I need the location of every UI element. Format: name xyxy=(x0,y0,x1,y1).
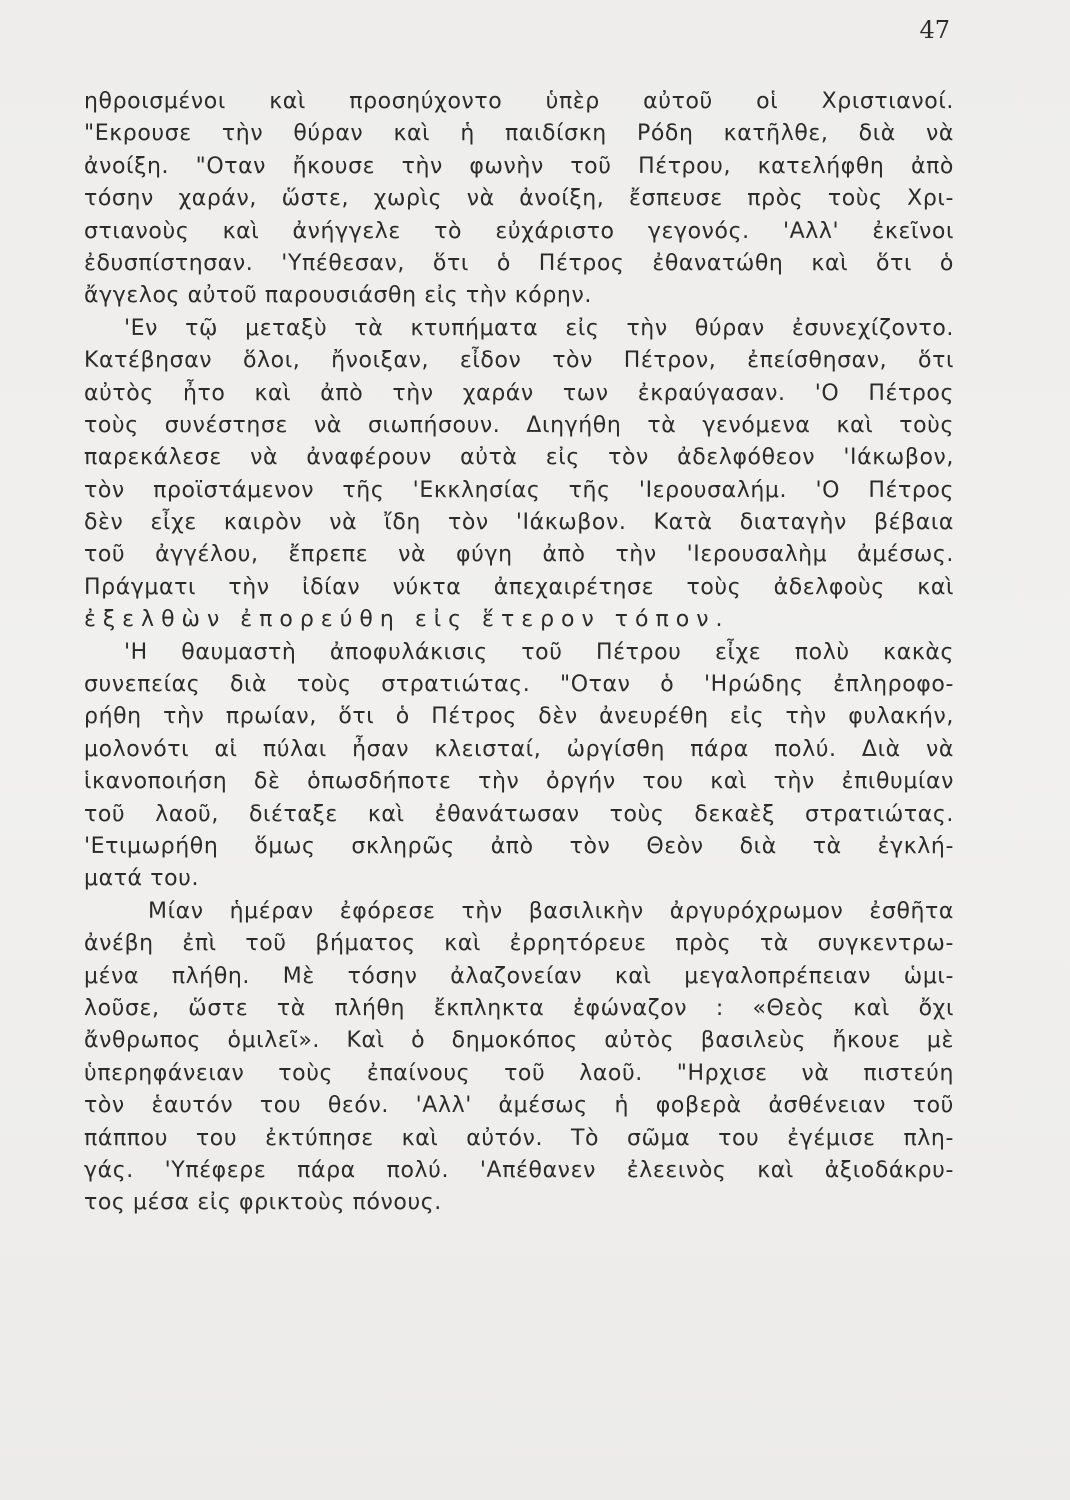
text-line: ηθροισμένοι καὶ προσηύχοντο ὑπὲρ αὐτοῦ οἱ Χριστιανοί. xyxy=(84,89,954,114)
text-line: ματά του. xyxy=(84,866,200,892)
text-line: τόσην χαράν, ὥστε, χωρὶς νὰ ἀνοίξη, ἔσπευσε πρὸς τοὺς Χρι- xyxy=(84,186,954,212)
text-line: πάππου του ἐκτύπησε καὶ αὐτόν. Τὸ σῶμα του ἐγέμισε πλη- xyxy=(84,1125,954,1151)
text-line: ἄγγελος αὐτοῦ παρουσιάσθη εἰς τὴν κόρην. xyxy=(84,283,592,309)
text-line: "Εκρουσε τὴν θύραν καὶ ἡ παιδίσκη Ρόδη κατῆλθε, διὰ νὰ xyxy=(84,121,954,147)
text-line: γάς. 'Υπέφερε πάρα πολύ. 'Απέθανεν ἐλεεινὸς καὶ ἀξιοδάκρυ- xyxy=(84,1157,954,1183)
text-line: τος μέσα εἰς φρικτοὺς πόνους. xyxy=(84,1190,442,1216)
text-line: τοὺς συνέστησε νὰ σιωπήσουν. Διηγήθη τὰ γενόμενα καὶ τοὺς xyxy=(84,412,954,438)
text-line: ἄνθρωπος ὁμιλεῖ». Καὶ ὁ δημοκόπος αὐτὸς βασιλεὺς ἤκουε μὲ xyxy=(84,1028,954,1054)
text-line: αὐτὸς ἦτο καὶ ἀπὸ τὴν χαράν των ἐκραύγασαν. 'Ο Πέτρος xyxy=(84,380,954,406)
paragraph-start: 'Η θαυμαστὴ ἀποφυλάκισις τοῦ Πέτρου εἶχε πολὺ κακὰς xyxy=(124,639,954,665)
text-line: ρήθη τὴν πρωίαν, ὅτι ὁ Πέτρος δὲν ἀνευρέθη εἰς τὴν φυλακήν, xyxy=(84,704,954,730)
text-line: δὲν εἶχε καιρὸν νὰ ἴδη τὸν 'Ιάκωβον. Κατὰ διαταγὴν βέβαια xyxy=(84,510,954,536)
text-line: ἀνοίξη. "Οταν ἤκουσε τὴν φωνὴν τοῦ Πέτρου, κατελήφθη ἀπὸ xyxy=(84,153,954,179)
paragraph-start: Μίαν ἡμέραν ἐφόρεσε τὴν βασιλικὴν ἀργυρόχρωμον ἐσθῆτα xyxy=(148,898,954,924)
text-line: τοῦ λαοῦ, διέταξε καὶ ἐθανάτωσαν τοὺς δεκαὲξ στρατιώτας. xyxy=(84,801,954,827)
text-line: τὸν ἑαυτόν του θεόν. 'Αλλ' ἀμέσως ἡ φοβερὰ ἀσθένειαν τοῦ xyxy=(84,1093,954,1119)
text-line: παρεκάλεσε νὰ ἀναφέρουν αὐτὰ εἰς τὸν ἀδελφόθεον 'Ιάκωβον, xyxy=(84,445,954,471)
paragraph-start: 'Εν τῷ μεταξὺ τὰ κτυπήματα εἰς τὴν θύραν ἐσυνεχίζοντο. xyxy=(124,315,954,341)
text-line: συνεπείας διὰ τοὺς στρατιώτας. "Οταν ὁ 'Ηρώδης ἐπληροφο- xyxy=(84,672,954,698)
text-line: 'Ετιμωρήθη ὅμως σκληρῶς ἀπὸ τὸν Θεὸν διὰ τὰ ἐγκλή- xyxy=(84,833,954,859)
text-line: τὸν προϊστάμενον τῆς 'Εκκλησίας τῆς 'Ιερουσαλήμ. 'Ο Πέτρος xyxy=(84,477,954,503)
text-line: τοῦ ἀγγέλου, ἔπρεπε νὰ φύγη ἀπὸ τὴν 'Ιερουσαλὴμ ἀμέσως. xyxy=(84,542,954,568)
text-line: Κατέβησαν ὅλοι, ἤνοιξαν, εἶδον τὸν Πέτρον, ἐπείσθησαν, ὅτι xyxy=(84,348,954,374)
text-line: ἀνέβη ἐπὶ τοῦ βήματος καὶ ἐρρητόρευε πρὸς τὰ συγκεντρω- xyxy=(84,931,954,957)
text-line: στιανοὺς καὶ ἀνήγγελε τὸ εὐχάριστο γεγονός. 'Αλλ' ἐκεῖνοι xyxy=(84,218,954,244)
text-line: λοῦσε, ὥστε τὰ πλήθη ἔκπληκτα ἐφώναζον : «Θεὸς καὶ ὄχι xyxy=(84,995,954,1021)
text-line: μένα πλήθη. Μὲ τόσην ἀλαζονείαν καὶ μεγαλοπρέπειαν ὡμι- xyxy=(84,963,954,989)
text-line: ὑπερηφάνειαν τοὺς ἐπαίνους τοῦ λαοῦ. "Ηρχισε νὰ πιστεύη xyxy=(84,1060,954,1086)
body-text xyxy=(84,86,954,1220)
text-line: Πράγματι τὴν ἰδίαν νύκτα ἀπεχαιρέτησε τοὺς ἀδελφοὺς καὶ xyxy=(84,574,954,600)
text-line: μολονότι αἱ πύλαι ἦσαν κλεισταί, ὠργίσθη πάρα πολύ. Διὰ νὰ xyxy=(84,736,954,762)
page-number: 47 xyxy=(919,16,950,44)
text-line: ἱκανοποιήση δὲ ὁπωσδήποτε τὴν ὀργήν του καὶ τὴν ἐπιθυμίαν xyxy=(84,769,954,795)
text-line-spaced: ἐξελθὼν ἐπορεύθη εἰς ἕτερον τόπον. xyxy=(84,607,730,633)
text-line: ἐδυσπίστησαν. 'Υπέθεσαν, ὅτι ὁ Πέτρος ἐθανατώθη καὶ ὅτι ὁ xyxy=(84,250,954,276)
